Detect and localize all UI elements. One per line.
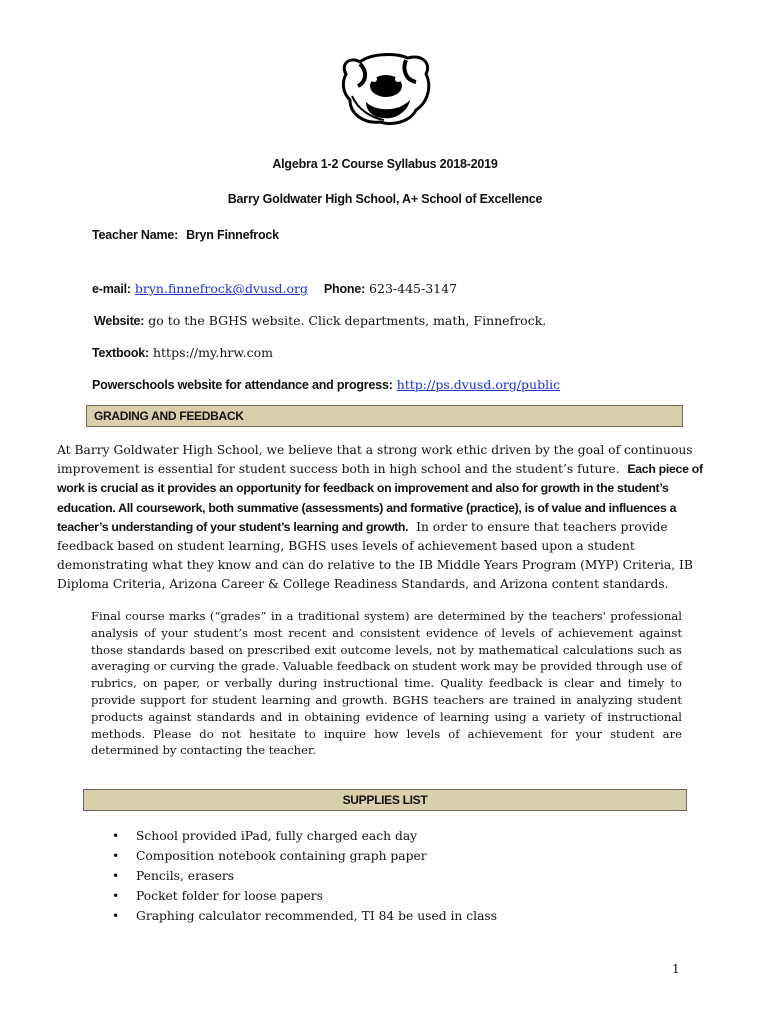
supplies-list xyxy=(112,826,497,926)
textbook-line xyxy=(92,345,273,360)
course-title: Algebra 1-2 Course Syllabus 2018-2019 xyxy=(272,157,498,171)
website-line xyxy=(94,313,546,328)
bulldog-logo xyxy=(336,52,436,128)
phone-number: 623-445-3147 xyxy=(369,281,458,296)
teacher-line xyxy=(92,227,279,242)
grading-para1-rest: In order to ensure that teachers provide feedback based on student learning, BGHS uses levels of achievement based upon a student demonstrating what they know and can do relative to the IB Middle Years Program (MYP) Criteria, IB Diploma Criteria, Arizona Career & College Readiness Standards, and Arizona content standards. xyxy=(57,519,693,592)
website-text: go to the BGHS website. Click departments, math, Finnefrock. xyxy=(148,313,547,328)
phone-label: Phone: xyxy=(323,282,366,296)
textbook-url: https://my.hrw.com xyxy=(152,345,273,360)
teacher-name: Bryn Finnefrock xyxy=(186,228,279,242)
grading-heading: GRADING AND FEEDBACK xyxy=(86,405,683,427)
list-item: • School provided iPad, fully charged each day xyxy=(112,826,497,846)
powerschool-line xyxy=(92,377,560,392)
page-number: 1 xyxy=(672,962,680,976)
grading-paragraph-2: Final course marks (“grades” in a traditional system) are determined by the teachers' professional analysis of your student’s most recent and consistent evidence of levels of achievement against those standards based on prescribed exit outcome levels, not by mathematical calculations such as averaging or curving the grade. Valuable feedback on student work may be provided through use of rubrics, on paper, or verbally during instructional time. Quality feedback is clear and timely to provide support for student learning and growth. BGHS teachers are trained in analyzing student products against standards and in obtaining evidence of learning using a variety of instructional methods. Please do not hesitate to inquire how levels of achievement for your student are determined by contacting the teacher. xyxy=(91,609,682,758)
website-label: Website: xyxy=(94,314,145,328)
email-link[interactable]: bryn.finnefrock@dvusd.org xyxy=(134,281,308,296)
grading-paragraph-1 xyxy=(57,441,712,595)
powerschool-label: Powerschools website for attendance and progress: xyxy=(92,378,393,392)
teacher-label: Teacher Name: xyxy=(92,228,179,242)
contact-line xyxy=(92,281,457,296)
list-item: • Composition notebook containing graph paper xyxy=(112,846,497,866)
list-item: • Graphing calculator recommended, TI 84 be used in class xyxy=(112,906,497,926)
list-item: • Pocket folder for loose papers xyxy=(112,886,497,906)
supplies-heading: SUPPLIES LIST xyxy=(83,789,687,811)
school-name: Barry Goldwater High School, A+ School of Excellence xyxy=(227,192,543,206)
bulldog-head-icon xyxy=(336,52,436,128)
grading-para1-emphasis: Each piece of work is crucial as it provides an opportunity for feedback on improvement and also for growth in the student’s education. All coursework, both summative (assessments) and formative (practice), is of value and influences a teacher’s understanding of your student’s learning and growth. xyxy=(57,462,703,534)
grading-para1-intro: At Barry Goldwater High School, we believe that a strong work ethic driven by the goal of continuous improvement is essential for student success both in high school and the student’s future. xyxy=(57,443,693,477)
textbook-label: Textbook: xyxy=(92,346,149,360)
email-label: e-mail: xyxy=(92,282,131,296)
list-item: • Pencils, erasers xyxy=(112,866,497,886)
powerschool-link[interactable]: http://ps.dvusd.org/public xyxy=(396,377,561,392)
